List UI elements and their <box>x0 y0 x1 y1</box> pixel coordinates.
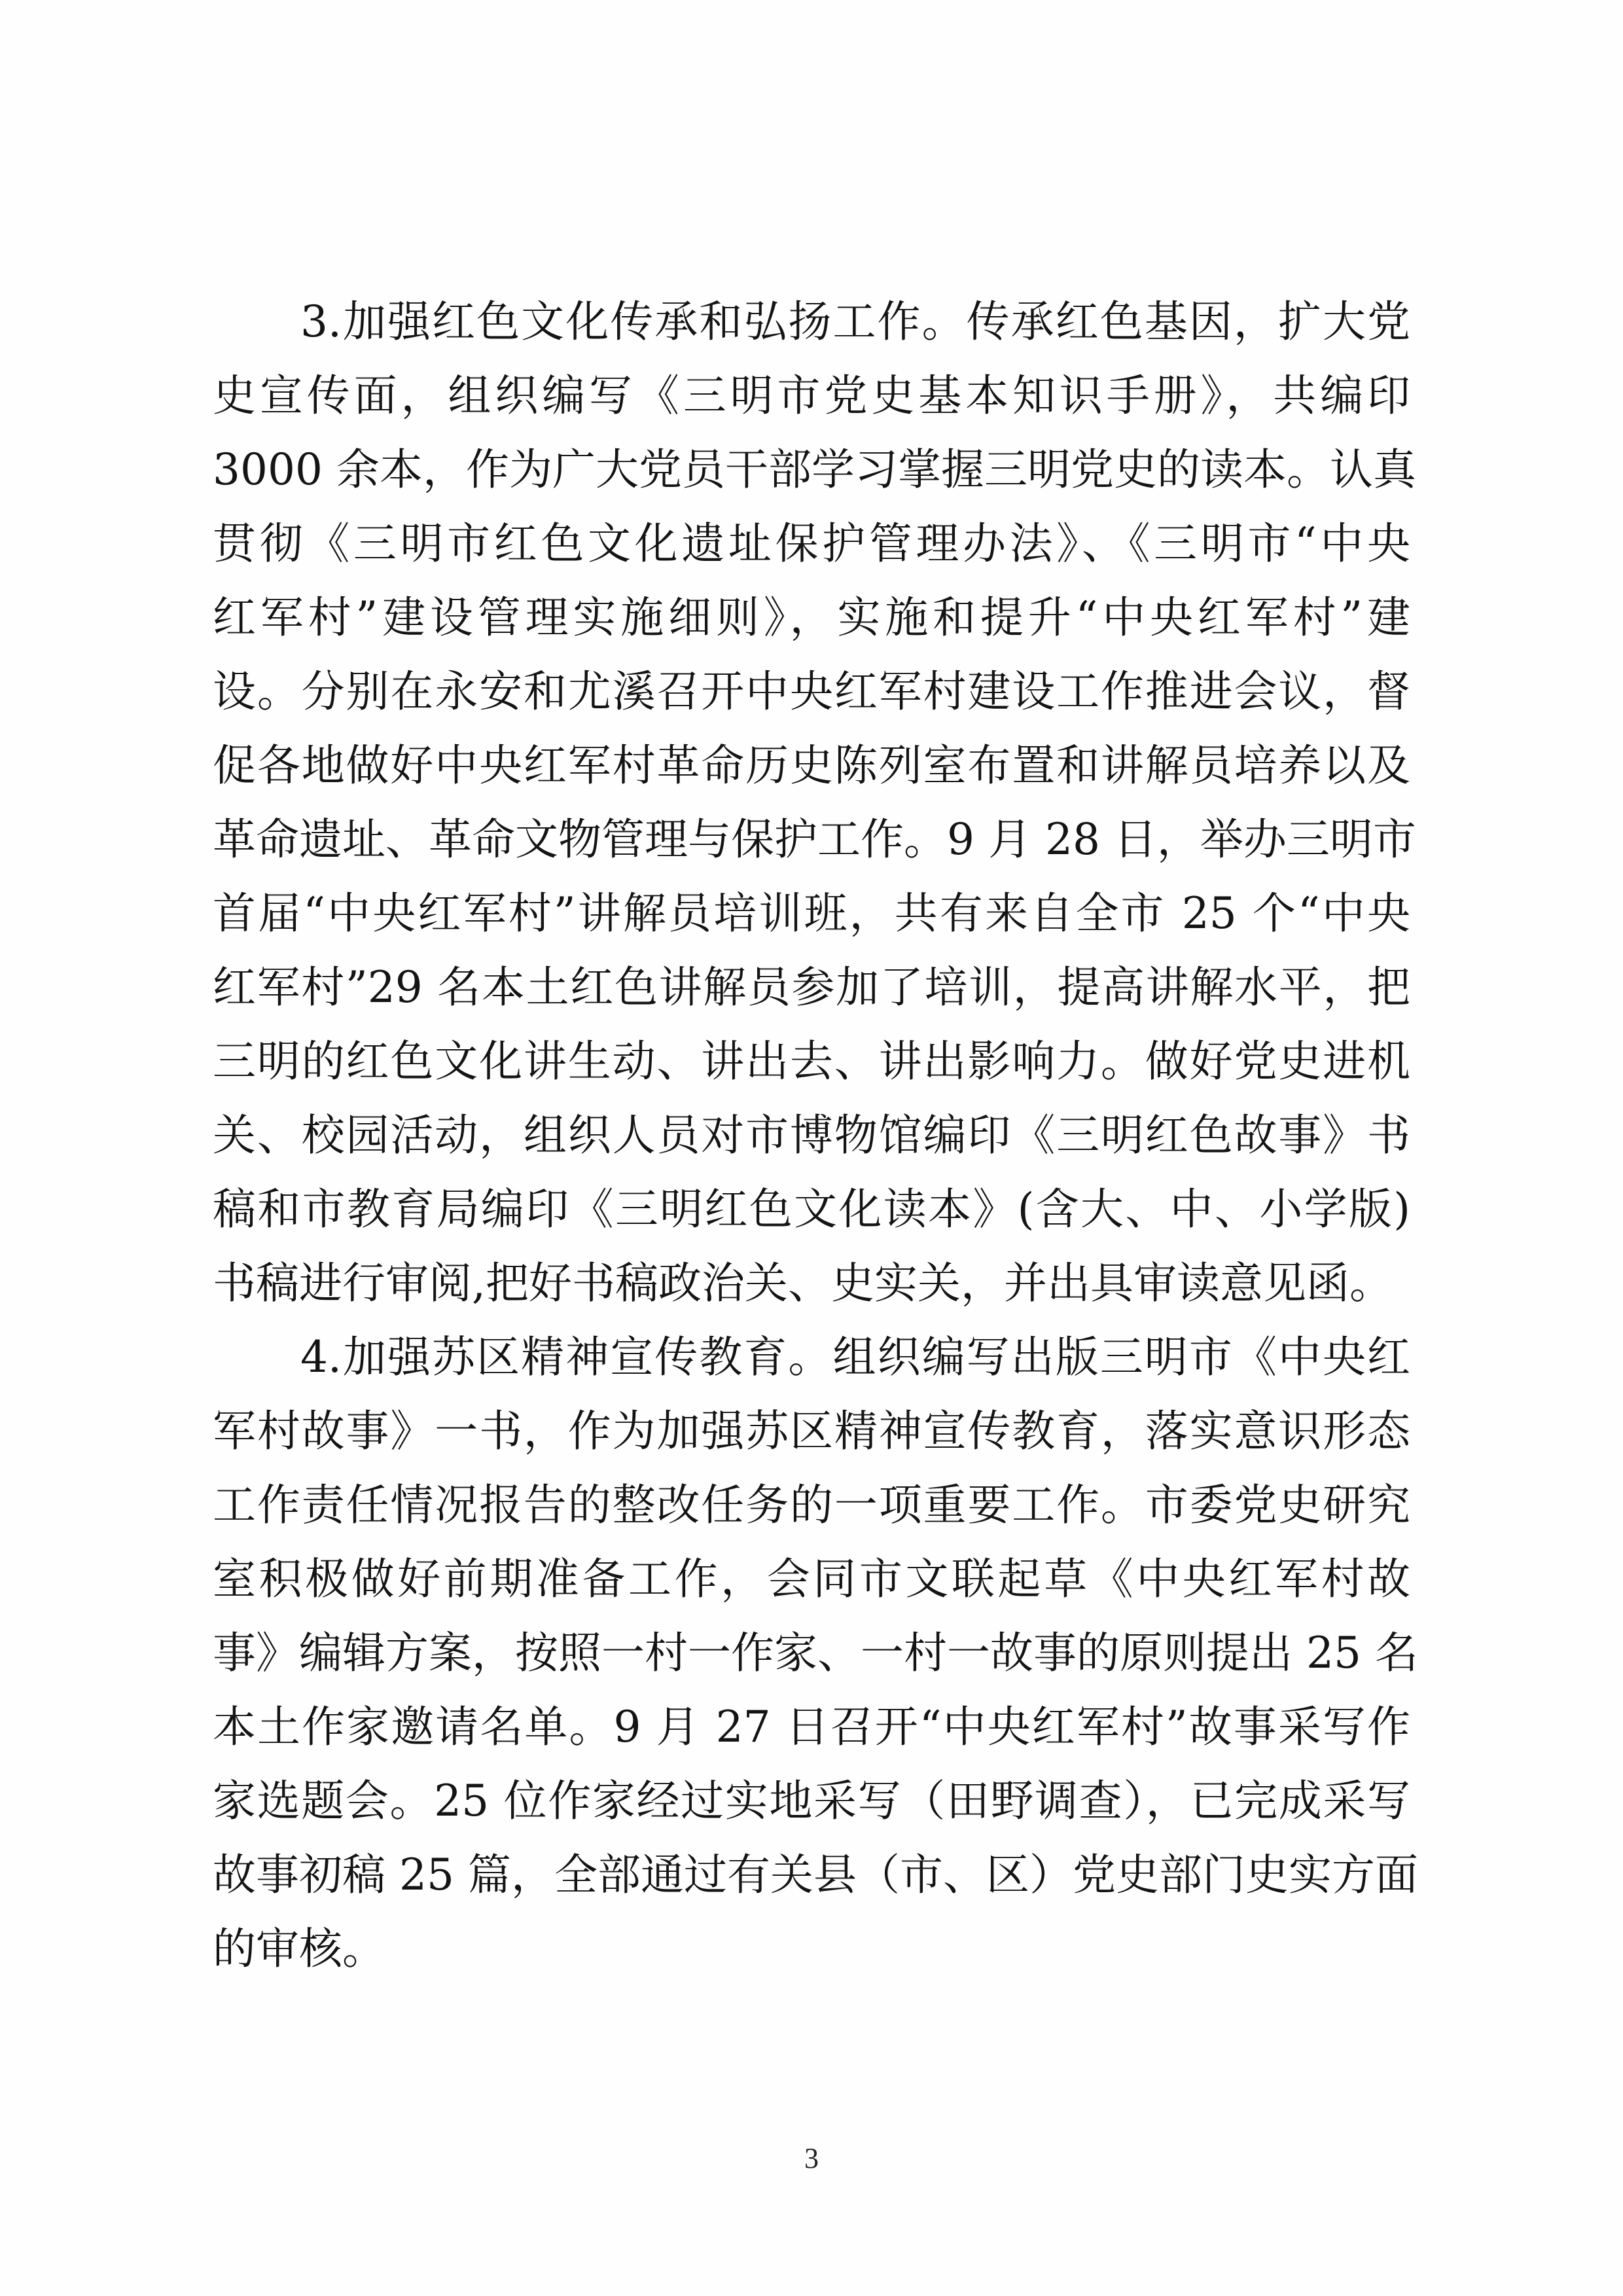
paragraph-line: 事》编辑方案，按照一村一作家、一村一故事的原则提出 25 名 <box>213 1628 1418 1678</box>
paragraph-line: 三明的红色文化讲生动、讲出去、讲出影响力。做好党史进机 <box>213 1036 1410 1086</box>
paragraph-line: 史宣传面，组织编写《三明市党史基本知识手册》，共编印 <box>213 370 1410 421</box>
paragraph-line: 3.加强红色文化传承和弘扬工作。传承红色基因，扩大党 <box>300 296 1410 347</box>
paragraph-line: 首届“中央红军村”讲解员培训班，共有来自全市 25 个“中央 <box>213 888 1410 939</box>
paragraph-line: 4.加强苏区精神宣传教育。组织编写出版三明市《中央红 <box>300 1332 1410 1382</box>
paragraph-line: 红军村”29 名本土红色讲解员参加了培训，提高讲解水平，把 <box>213 962 1410 1013</box>
paragraph-item-4 <box>213 1327 1418 1993</box>
paragraph-line: 关、校园活动，组织人员对市博物馆编印《三明红色故事》书 <box>213 1110 1410 1160</box>
paragraph-line: 设。分别在永安和尤溪召开中央红军村建设工作推进会议，督 <box>213 666 1410 717</box>
paragraph-item-3 <box>213 292 1416 1327</box>
paragraph-line: 贯彻《三明市红色文化遗址保护管理办法》、《三明市“中央 <box>213 518 1410 569</box>
paragraph-line: 的审核。 <box>213 1924 385 1974</box>
paragraph-line: 革命遗址、革命文物管理与保护工作。9 月 28 日，举办三明市 <box>213 814 1416 865</box>
paragraph-line: 家选题会。25 位作家经过实地采写（田野调查），已完成采写 <box>213 1776 1410 1826</box>
paragraph-line: 军村故事》一书，作为加强苏区精神宣传教育，落实意识形态 <box>213 1406 1410 1456</box>
paragraph-line: 工作责任情况报告的整改任务的一项重要工作。市委党史研究 <box>213 1480 1410 1530</box>
paragraph-line: 室积极做好前期准备工作，会同市文联起草《中央红军村故 <box>213 1554 1410 1604</box>
paragraph-line: 红军村”建设管理实施细则》，实施和提升“中央红军村”建 <box>213 592 1410 643</box>
paragraph-line: 本土作家邀请名单。9 月 27 日召开“中央红军村”故事采写作 <box>213 1702 1410 1752</box>
paragraph-line: 稿和市教育局编印《三明红色文化读本》(含大、中、小学版) <box>213 1184 1410 1234</box>
paragraph-line: 3000 余本，作为广大党员干部学习掌握三明党史的读本。认真 <box>213 444 1416 495</box>
paragraph-line: 故事初稿 25 篇，全部通过有关县（市、区）党史部门史实方面 <box>213 1850 1418 1900</box>
paragraph-line: 书稿进行审阅,把好书稿政治关、史实关，并出具审读意见函。 <box>213 1258 1393 1308</box>
paragraph-line: 促各地做好中央红军村革命历史陈列室布置和讲解员培养以及 <box>213 740 1410 791</box>
body-text <box>213 292 1418 1993</box>
page-number: 3 <box>804 2142 819 2174</box>
